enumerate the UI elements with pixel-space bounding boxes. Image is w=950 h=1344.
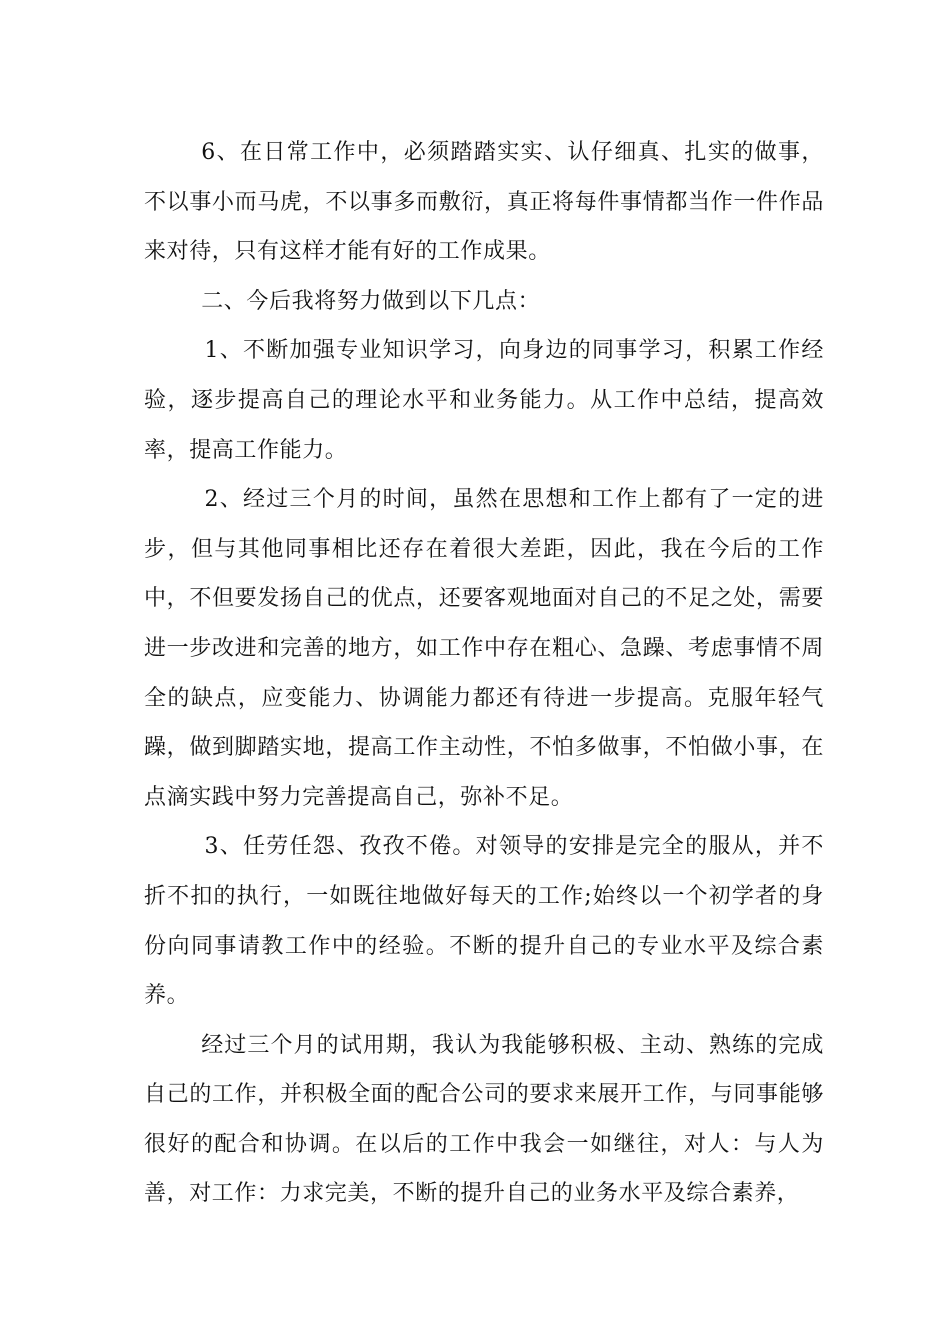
document-body — [144, 128, 824, 1219]
paragraph-plan-1: 1、不断加强专业知识学习，向身边的同事学习，积累工作经验，逐步提高自己的理论水平和业务能力。从工作中总结，提高效率，提高工作能力。 — [144, 338, 824, 463]
paragraph-conclusion: 经过三个月的试用期，我认为我能够积极、主动、熟练的完成自己的工作，并积极全面的配合公司的要求来展开工作，与同事能够很好的配合和协调。在以后的工作中我会一如继往，对人：与人为善，对工作：力求完美，不断的提升自己的业务水平及综合素养， — [144, 1032, 824, 1207]
paragraph-plan-3: 3、任劳任怨、孜孜不倦。对领导的安排是完全的服从，并不折不扣的执行，一如既往地做好每天的工作;始终以一个初学者的身份向同事请教工作中的经验。不断的提升自己的专业水平及综合素养。 — [144, 834, 824, 1009]
paragraph-item-6: 6、在日常工作中，必须踏踏实实、认仔细真、扎实的做事，不以事小而马虎，不以事多而敷衍，真正将每件事情都当作一件作品来对待，只有这样才能有好的工作成果。 — [144, 140, 824, 265]
paragraph-plan-2: 2、经过三个月的时间，虽然在思想和工作上都有了一定的进步，但与其他同事相比还存在着很大差距，因此，我在今后的工作中，不但要发扬自己的优点，还要客观地面对自己的不足之处，需要进一步改进和完善的地方，如工作中存在粗心、急躁、考虑事情不周全的缺点，应变能力、协调能力都还有待进一步提高。克服年轻气躁，做到脚踏实地，提高工作主动性，不怕多做事，不怕做小事，在点滴实践中努力完善提高自己，弥补不足。 — [144, 487, 824, 810]
section-heading-future-plans: 二、今后我将努力做到以下几点： — [201, 288, 541, 314]
